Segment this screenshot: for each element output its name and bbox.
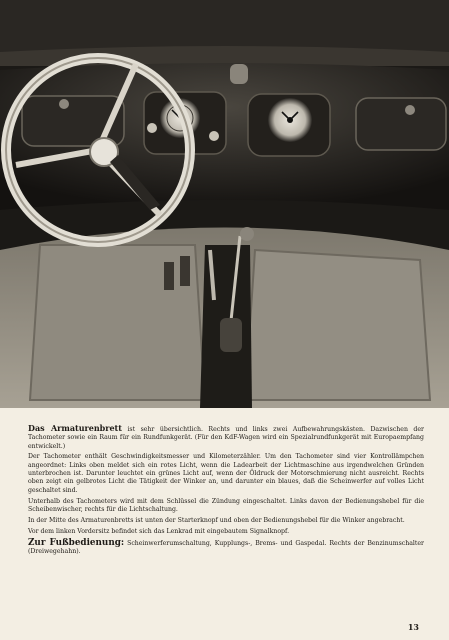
paragraph-tachometer [28,453,424,494]
paragraph-steering [28,528,424,536]
paragraph-text: Unterhalb des Tachometers wird mit dem Schlüssel die Zündung eingeschaltet. Links davon der Bedienungshebel für die Scheibenwischer, rechts für die Lichtschaltung. [28,497,424,513]
page-number: 13 [407,622,419,632]
paragraph-text: In der Mitte des Armaturenbretts ist unten der Starterknopf und oben der Bedienungshebel für die Winker angebracht. [28,516,405,524]
paragraph-foot-controls [28,539,424,557]
paragraph-lead: Das Armaturenbrett [28,423,122,433]
paragraph-text: ist sehr übersichtlich. Rechts und links zwei Aufbewahrungskästen. Dazwischen der Tachometer sowie ein Raum für ein Rundfunkgerät. (Für den KdF-Wagen wird ein Spezialrundfunkgerät mit Europaempfang entwickelt.) [28,426,425,450]
paragraph-lead: Zur Fußbedienung: [28,537,125,548]
paragraph-text: Scheinwerferumschaltung, Kupplungs-, Brems- und Gaspedal. Rechts der Benzinumschalter (Dreiwegehahn). [28,539,424,555]
paragraph-dashboard [28,424,424,451]
paragraph-text: Der Tachometer enthält Geschwindigkeitsmesser und Kilometerzähler. Um den Tachometer sind vier Kontrollämpchen angeordnet: Links oben meldet sich ein rotes Licht, wenn die Ladearbeit der Lichtmaschine aus irgendwelchen Gründen unterbrochen ist. Darunter leuchtet ein grünes Licht auf, wenn der Öldruck der Motorschmierung nicht ausreicht. Rechts oben zeigt ein gelbrotes Licht die Tätigkeit der Winker an, und darunter ein blaues, daß die Scheinwerfer auf volles Licht geschaltet sind. [28,453,424,494]
body-text [28,424,424,559]
paragraph-center [28,517,424,525]
paragraph-text: Vor dem linken Vordersitz befindet sich das Lenkrad mit eingebautem Signalknopf. [28,527,290,535]
paragraph-ignition [28,498,424,515]
